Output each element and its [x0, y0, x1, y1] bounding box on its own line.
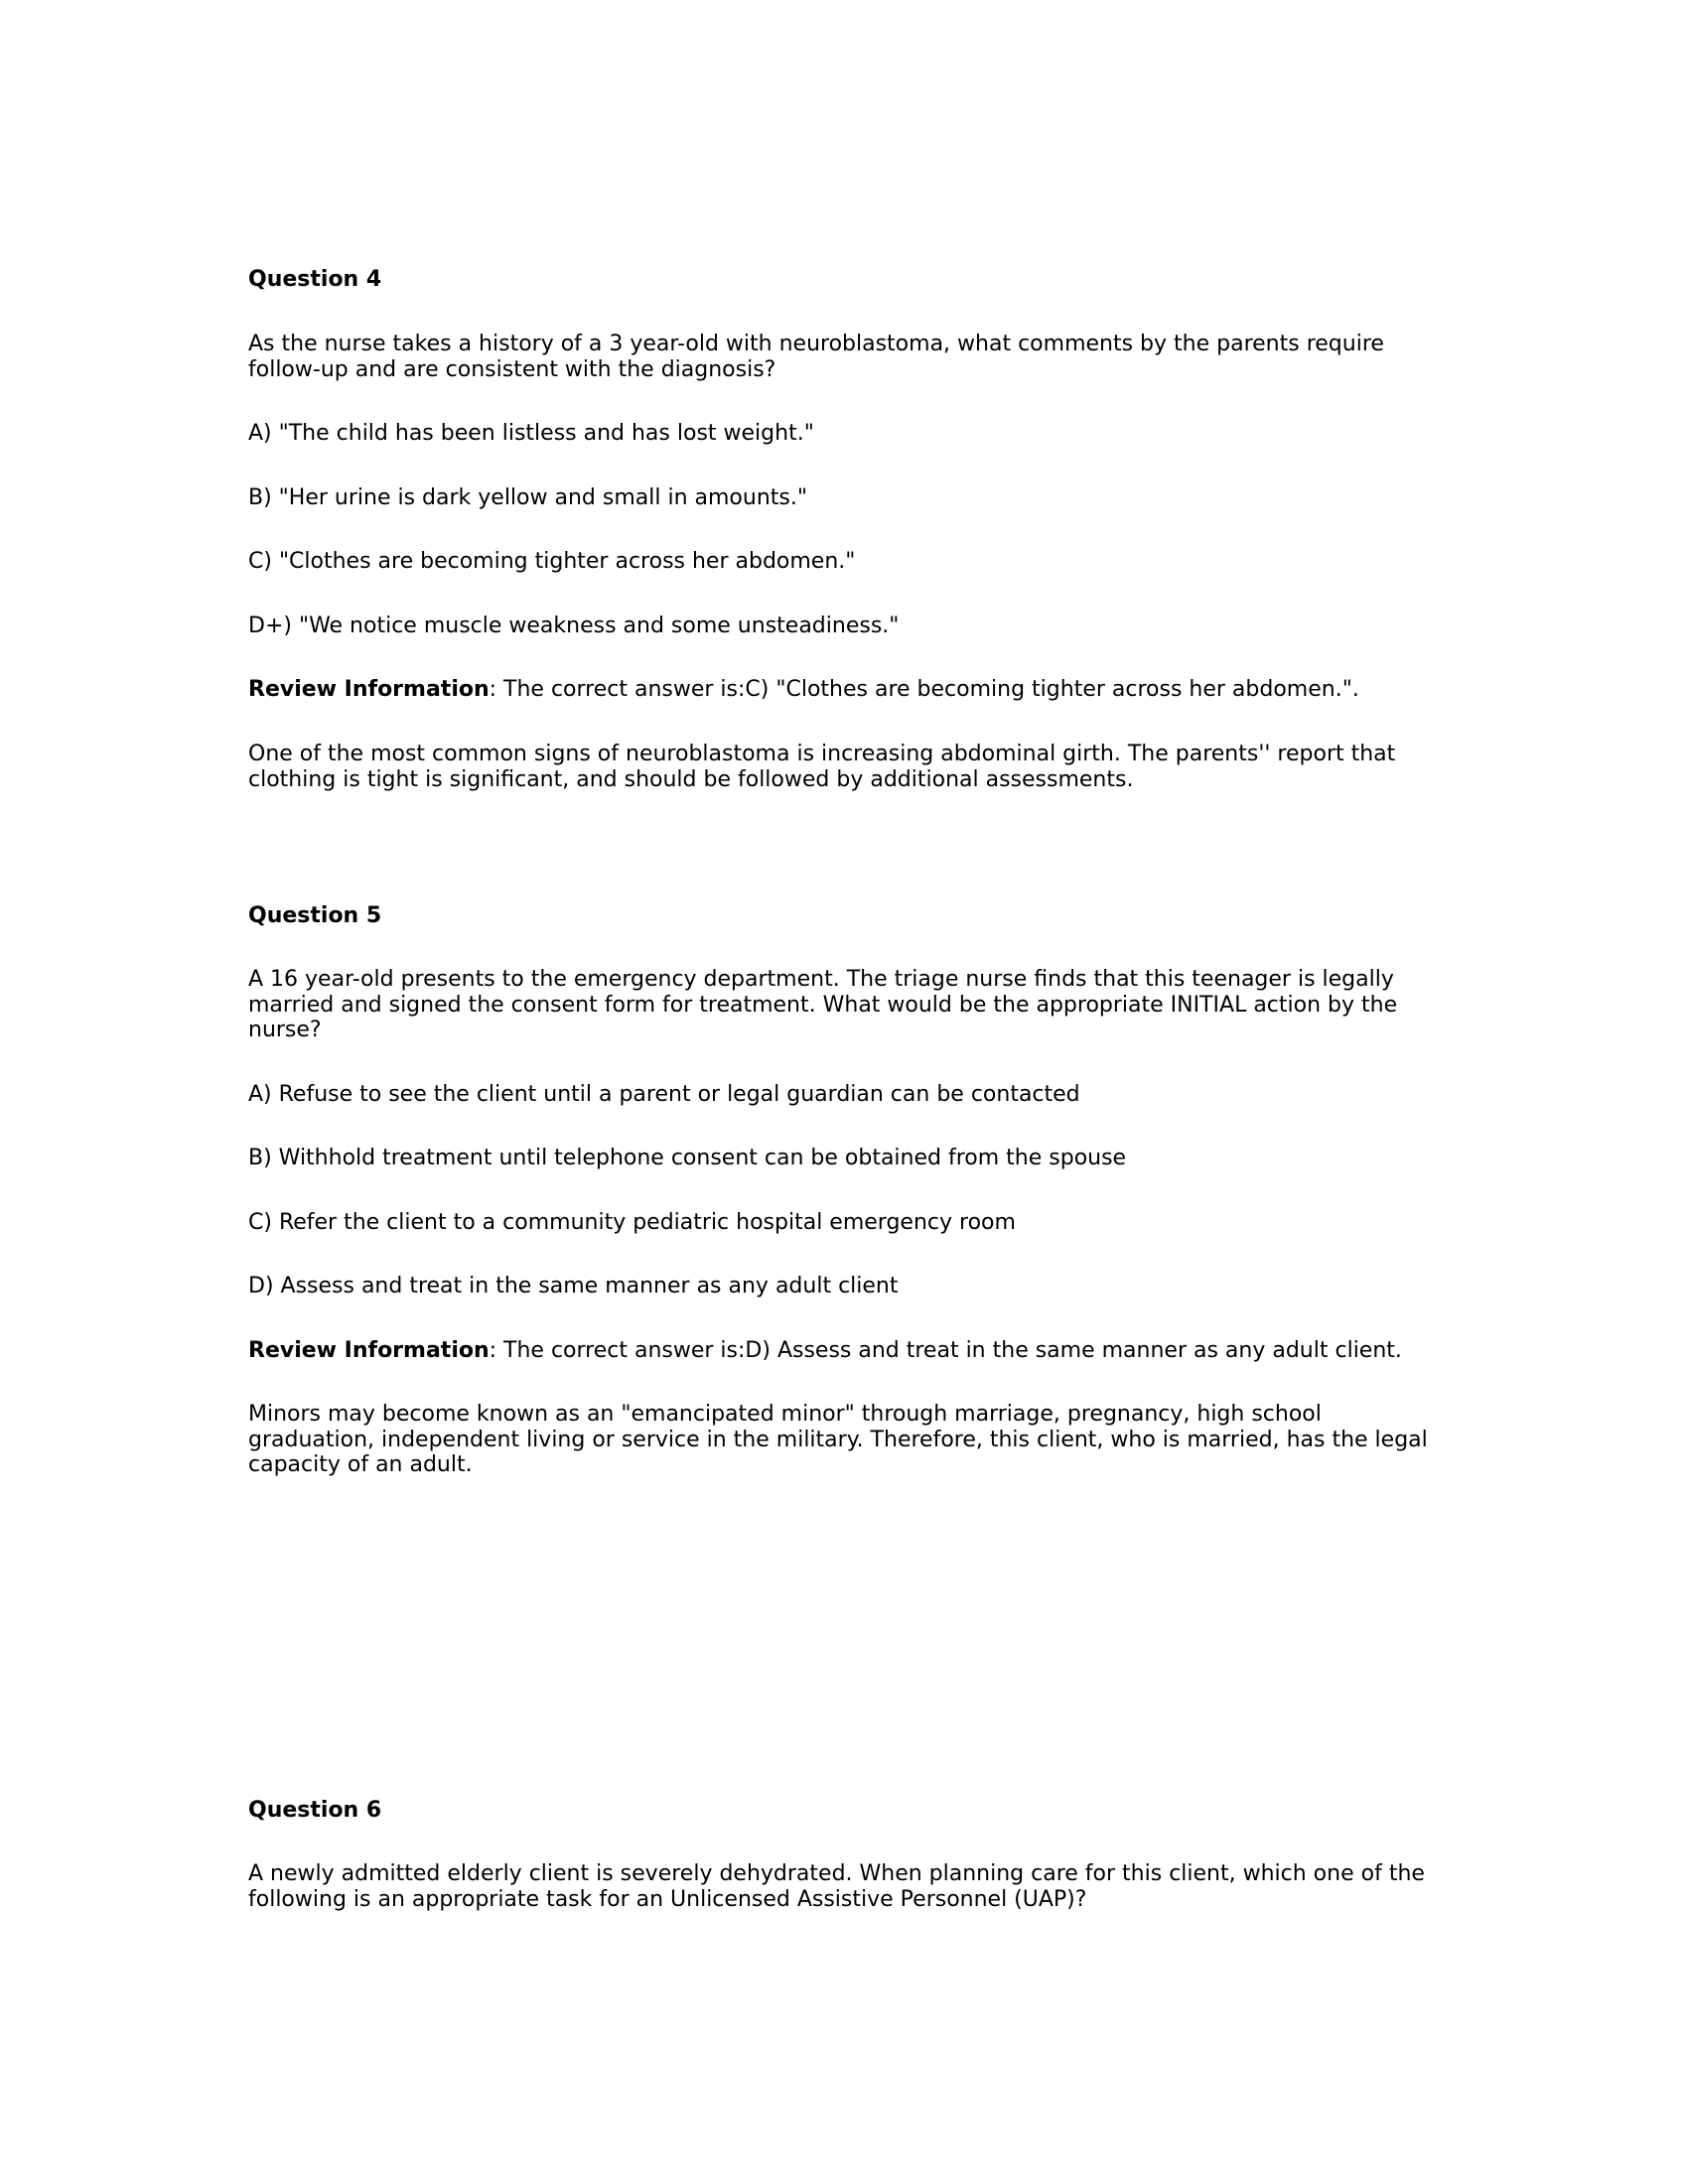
question-4-stem: As the nurse takes a history of a 3 year-old with neuroblastoma, what comments by the parents require follow-up and are consistent with the diagnosis? [248, 332, 1384, 382]
question-4-option-b: B) "Her urine is dark yellow and small in amounts." [248, 485, 807, 510]
question-4-option-c: C) "Clothes are becoming tighter across her abdomen." [248, 549, 856, 574]
question-5-stem: A 16 year-old presents to the emergency department. The triage nurse finds that this teenager is legally married and signed the consent form for treatment. What would be the appropriate INITIAL action by the nurse? [248, 967, 1398, 1042]
question-5-explanation: Minors may become known as an "emancipated minor" through marriage, pregnancy, high school graduation, independent living or service in the military. Therefore, this client, who is married, has the legal capacity of an adult. [248, 1402, 1428, 1477]
question-5-review [248, 1338, 1450, 1364]
question-5-option-c: C) Refer the client to a community pediatric hospital emergency room [248, 1210, 1016, 1235]
question-6-stem: A newly admitted elderly client is severely dehydrated. When planning care for this client, which one of the following is an appropriate task for an Unlicensed Assistive Personnel (UAP)? [248, 1861, 1425, 1912]
question-5-option-a: A) Refuse to see the client until a parent or legal guardian can be contacted [248, 1082, 1080, 1107]
question-4-explanation: One of the most common signs of neuroblastoma is increasing abdominal girth. The parents'' report that clothing is tight is significant, and should be followed by additional assessments. [248, 742, 1396, 792]
question-4-review [248, 677, 1450, 703]
question-4-review-label: Review Information [248, 677, 490, 702]
question-5-option-b: B) Withhold treatment until telephone consent can be obtained from the spouse [248, 1146, 1127, 1170]
question-4-review-text: : The correct answer is:C) "Clothes are becoming tighter across her abdomen.". [489, 677, 1359, 702]
question-5-review-label: Review Information [248, 1338, 490, 1363]
question-4-option-d: D+) "We notice muscle weakness and some unsteadiness." [248, 614, 900, 638]
question-4-option-a: A) "The child has been listless and has lost weight." [248, 421, 814, 446]
question-5-review-text: : The correct answer is:D) Assess and treat in the same manner as any adult client. [489, 1338, 1402, 1363]
question-5-option-d: D) Assess and treat in the same manner as any adult client [248, 1274, 899, 1298]
question-6-heading: Question 6 [248, 1798, 382, 1823]
question-5-heading: Question 5 [248, 903, 382, 928]
question-4-heading: Question 4 [248, 267, 382, 292]
